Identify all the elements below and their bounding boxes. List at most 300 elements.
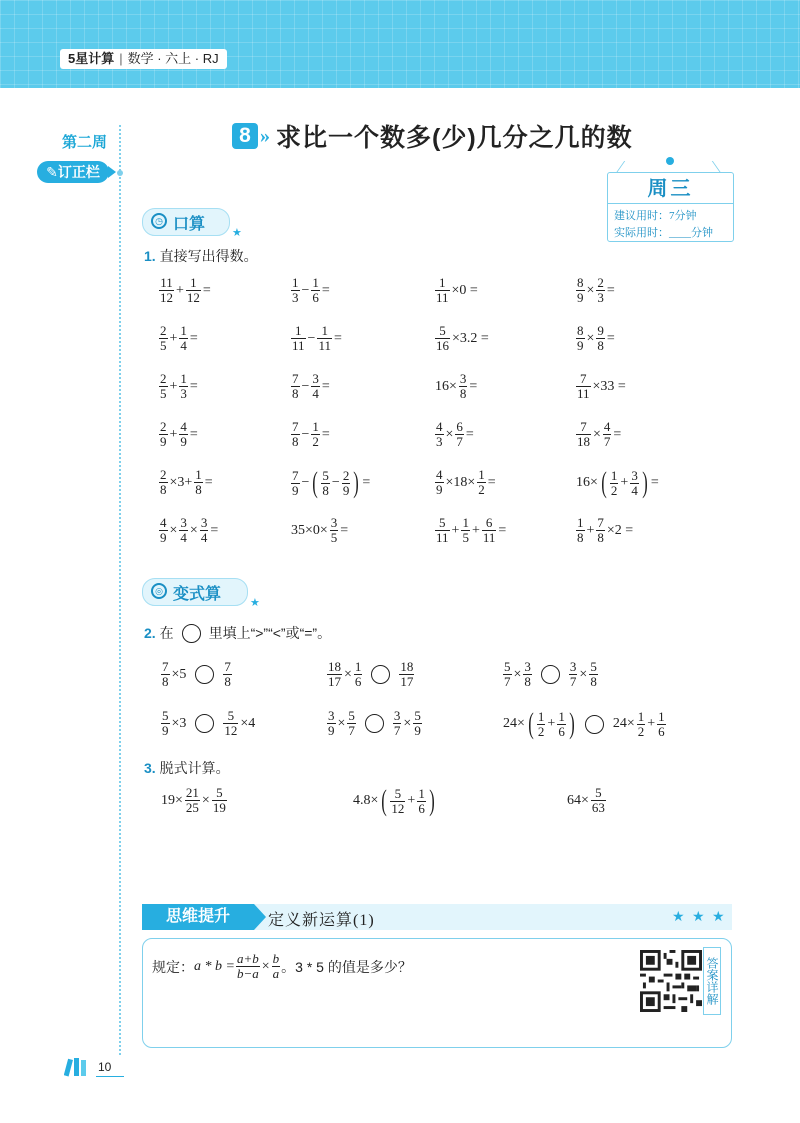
math-item bbox=[434, 516, 507, 545]
numerator: 1 bbox=[321, 323, 328, 338]
denominator: 63 bbox=[591, 800, 605, 815]
denominator: 2 bbox=[637, 723, 645, 739]
operator: ×0 = bbox=[451, 282, 478, 298]
numerator: 5 bbox=[590, 659, 597, 674]
numerator: 5 bbox=[394, 785, 402, 801]
denominator: 9 bbox=[328, 723, 335, 738]
fraction bbox=[393, 709, 402, 738]
stopwatch-icon: ◷ bbox=[151, 213, 167, 229]
math-item bbox=[575, 324, 616, 353]
fraction bbox=[179, 420, 188, 449]
denominator: 7 bbox=[348, 723, 355, 738]
denominator: 4 bbox=[200, 530, 208, 545]
denominator: 2 bbox=[478, 482, 485, 497]
fraction bbox=[435, 324, 450, 353]
operator: × bbox=[189, 522, 198, 538]
denominator: 7 bbox=[393, 723, 401, 738]
numerator: 5 bbox=[504, 659, 511, 674]
actual-time: 实际用时：____分钟 bbox=[614, 227, 713, 239]
operator: ×3+ bbox=[169, 474, 193, 490]
question-number: 3. bbox=[144, 760, 156, 776]
numerator: 5 bbox=[216, 785, 223, 800]
operator: ×3.2 = bbox=[452, 330, 489, 346]
denominator: 17 bbox=[400, 674, 414, 689]
header-band bbox=[0, 0, 800, 88]
question-3-prompt bbox=[144, 758, 230, 778]
numerator: 5 bbox=[414, 708, 421, 723]
fraction bbox=[223, 709, 238, 738]
numerator: 21 bbox=[185, 785, 199, 800]
numerator: 1 bbox=[292, 275, 299, 290]
operator: ( bbox=[312, 466, 319, 499]
numerator: 7 bbox=[292, 371, 299, 386]
operator: − bbox=[301, 475, 310, 490]
fraction bbox=[321, 469, 330, 498]
numerator: b bbox=[272, 951, 280, 966]
operator: × bbox=[261, 958, 270, 974]
fraction bbox=[596, 324, 605, 353]
denominator: 11 bbox=[577, 386, 590, 401]
math-item bbox=[290, 276, 331, 305]
operator: ×2 = bbox=[606, 522, 634, 538]
numerator: 4 bbox=[436, 467, 443, 482]
question-number: 1. bbox=[144, 248, 156, 264]
fraction bbox=[311, 372, 320, 401]
qr-tag: 答案详解 bbox=[703, 947, 721, 1015]
fraction bbox=[523, 660, 532, 689]
numerator: 7 bbox=[292, 467, 299, 483]
lesson-number: 8 bbox=[232, 123, 258, 149]
compare-item bbox=[160, 660, 233, 689]
numerator: 1 bbox=[418, 785, 425, 801]
numerator: 5 bbox=[162, 708, 169, 723]
operator: 16× bbox=[435, 378, 457, 394]
blank-circle[interactable] bbox=[541, 665, 560, 684]
numerator: 18 bbox=[400, 659, 414, 674]
suggested-time: 建议用时：7分钟 bbox=[614, 210, 697, 222]
numerator: 1 bbox=[577, 515, 584, 530]
math-item bbox=[158, 372, 199, 401]
operator: 16× bbox=[576, 475, 598, 490]
section-tab-mental bbox=[142, 208, 230, 236]
math-item bbox=[434, 420, 475, 449]
operator: 19× bbox=[161, 792, 183, 808]
operator: = bbox=[321, 282, 330, 298]
denominator: 8 bbox=[195, 482, 202, 497]
denominator: 4 bbox=[180, 530, 187, 545]
operator: = bbox=[321, 426, 330, 442]
fraction bbox=[179, 372, 188, 401]
numerator: 5 bbox=[439, 323, 446, 338]
math-item bbox=[290, 516, 349, 545]
fraction bbox=[347, 709, 356, 738]
denominator: 12 bbox=[391, 800, 405, 816]
section-tab-variation bbox=[142, 578, 248, 606]
correction-tag bbox=[37, 161, 109, 183]
math-item bbox=[434, 276, 479, 305]
fraction bbox=[455, 420, 464, 449]
denominator: 8 bbox=[292, 434, 299, 449]
math-item bbox=[158, 324, 199, 353]
operator: + bbox=[169, 426, 178, 442]
denominator: 6 bbox=[418, 800, 425, 816]
operator: = bbox=[606, 282, 615, 298]
numerator: 9 bbox=[597, 323, 604, 338]
think-label: 思维提升 bbox=[142, 904, 254, 930]
numerator: 1 bbox=[610, 467, 618, 483]
numerator: 7 bbox=[580, 371, 587, 386]
fraction bbox=[161, 709, 170, 738]
book-label bbox=[60, 49, 227, 69]
operator: + bbox=[176, 282, 184, 298]
operator: = bbox=[340, 522, 349, 538]
numerator: 2 bbox=[160, 371, 167, 386]
fraction bbox=[596, 276, 605, 305]
operator: × bbox=[403, 715, 412, 731]
separator: | bbox=[119, 51, 123, 66]
page-number-underline bbox=[96, 1076, 124, 1077]
operator: 35×0× bbox=[291, 522, 328, 538]
denominator: 12 bbox=[160, 290, 173, 305]
operator: − bbox=[331, 475, 340, 490]
denominator: 11 bbox=[292, 338, 305, 353]
operator: + bbox=[451, 522, 460, 538]
operator: = bbox=[362, 475, 371, 490]
denominator: 12 bbox=[186, 290, 200, 305]
denominator: 7 bbox=[603, 434, 611, 449]
denominator: 7 bbox=[504, 674, 511, 689]
numerator: 3 bbox=[459, 371, 467, 386]
numerator: 3 bbox=[328, 708, 335, 723]
qr-code[interactable] bbox=[640, 950, 702, 1012]
numerator: 4 bbox=[180, 419, 187, 434]
fraction bbox=[482, 516, 497, 545]
denominator: 11 bbox=[318, 338, 331, 353]
denominator: 8 bbox=[577, 530, 584, 545]
fraction bbox=[354, 660, 363, 689]
numerator: 1 bbox=[180, 323, 187, 338]
operator: × bbox=[579, 666, 588, 682]
operator: + bbox=[169, 330, 178, 346]
think-topic: 定义新运算(1) bbox=[268, 912, 375, 929]
fraction bbox=[317, 324, 332, 353]
chevron-right-icon: » bbox=[260, 125, 270, 147]
denominator: 5 bbox=[160, 338, 167, 353]
numerator: 3 bbox=[631, 467, 638, 483]
denominator: 8 bbox=[597, 530, 604, 545]
star-icon: ★ bbox=[712, 910, 725, 925]
math-item bbox=[575, 420, 622, 449]
denominator: 8 bbox=[459, 386, 467, 401]
operator: = bbox=[613, 426, 622, 442]
fraction bbox=[576, 324, 585, 353]
blank-circle[interactable] bbox=[195, 665, 214, 684]
operator: 24× bbox=[503, 716, 525, 731]
operator: + bbox=[547, 716, 556, 731]
numerator: 1 bbox=[537, 708, 545, 724]
operator: + bbox=[647, 716, 656, 731]
denominator: 9 bbox=[160, 434, 167, 449]
operator: − bbox=[301, 378, 310, 394]
operator: − bbox=[307, 330, 316, 346]
operator: = bbox=[650, 475, 659, 490]
fraction bbox=[657, 710, 666, 739]
fraction bbox=[459, 372, 468, 401]
fraction bbox=[576, 372, 591, 401]
operator: = bbox=[204, 474, 213, 490]
numerator: 1 bbox=[295, 323, 302, 338]
question-text: 直接写出得数。 bbox=[159, 248, 258, 264]
fraction bbox=[503, 660, 512, 689]
fraction bbox=[291, 324, 306, 353]
operator: × bbox=[513, 666, 522, 682]
denominator: 8 bbox=[524, 674, 531, 689]
numerator: a+b bbox=[236, 951, 259, 966]
fraction bbox=[311, 276, 320, 305]
fraction bbox=[161, 660, 170, 689]
fraction bbox=[413, 709, 422, 738]
denominator: 4 bbox=[312, 386, 319, 401]
denominator: 5 bbox=[160, 386, 167, 401]
fraction bbox=[311, 420, 320, 449]
denominator: 8 bbox=[160, 482, 167, 497]
operator: × bbox=[201, 792, 210, 808]
math-item bbox=[575, 516, 634, 545]
operator: ×33 = bbox=[592, 378, 626, 394]
pencil-icon: ✎ bbox=[46, 164, 58, 180]
star-icon: ★ bbox=[250, 597, 260, 609]
fraction bbox=[179, 516, 188, 545]
subject-label: 数学 · 六上 · RJ bbox=[127, 51, 219, 66]
operator: ( bbox=[601, 466, 607, 499]
lesson-title: 求比一个数多(少)几分之几的数 bbox=[276, 124, 633, 152]
numerator: 2 bbox=[342, 467, 350, 483]
rule-suffix: 。3 * 5 的值是多少？ bbox=[281, 958, 412, 975]
numerator: 5 bbox=[348, 708, 355, 723]
question-text: 里填上“>”“<”或“=”。 bbox=[208, 625, 332, 641]
fraction bbox=[159, 468, 168, 497]
denominator: 9 bbox=[577, 338, 584, 353]
fraction bbox=[200, 516, 209, 545]
denominator: 25 bbox=[185, 800, 199, 815]
denominator: 8 bbox=[292, 386, 299, 401]
math-item bbox=[434, 324, 490, 353]
numerator: 11 bbox=[160, 275, 173, 290]
page-number: 10 bbox=[98, 1060, 112, 1074]
numerator: 4 bbox=[436, 419, 443, 434]
blank-circle[interactable] bbox=[182, 624, 201, 643]
numerator: 2 bbox=[160, 419, 167, 434]
operator: = bbox=[189, 330, 198, 346]
operator: − bbox=[301, 282, 310, 298]
numerator: 18 bbox=[328, 659, 341, 674]
fraction bbox=[194, 468, 203, 497]
fraction bbox=[557, 710, 566, 739]
operator: = bbox=[189, 426, 198, 442]
numerator: 3 bbox=[393, 708, 401, 723]
numerator: 6 bbox=[456, 419, 463, 434]
denominator: 4 bbox=[180, 338, 187, 353]
fraction bbox=[477, 468, 486, 497]
operator: − bbox=[301, 426, 310, 442]
math-item bbox=[575, 468, 660, 498]
numerator: 8 bbox=[577, 275, 584, 290]
fraction bbox=[637, 710, 646, 739]
compare-item bbox=[326, 660, 415, 689]
fraction bbox=[186, 276, 201, 305]
fraction bbox=[630, 469, 639, 498]
fraction bbox=[576, 276, 585, 305]
fraction bbox=[596, 516, 605, 545]
fraction bbox=[212, 786, 227, 815]
denominator: 8 bbox=[590, 674, 597, 689]
fraction bbox=[159, 420, 168, 449]
operator: × bbox=[586, 282, 595, 298]
denominator: 8 bbox=[224, 674, 231, 689]
calc-item bbox=[566, 786, 607, 815]
question-1-prompt bbox=[144, 246, 258, 266]
math-item bbox=[158, 468, 214, 497]
math-item bbox=[290, 324, 343, 353]
fraction bbox=[327, 709, 336, 738]
operator: = bbox=[210, 522, 219, 538]
denominator: 6 bbox=[354, 674, 362, 689]
denominator: 8 bbox=[597, 338, 604, 353]
denominator: 8 bbox=[162, 674, 169, 689]
denominator: 3 bbox=[292, 290, 299, 305]
fraction bbox=[591, 786, 606, 815]
fraction bbox=[589, 660, 598, 689]
denominator: 3 bbox=[597, 290, 604, 305]
operator: ) bbox=[569, 707, 575, 740]
numerator: 3 bbox=[312, 371, 319, 386]
compare-item bbox=[326, 709, 423, 738]
fraction bbox=[159, 372, 168, 401]
denominator: 19 bbox=[212, 800, 226, 815]
numerator: 3 bbox=[524, 659, 531, 674]
operator: × bbox=[344, 666, 352, 682]
math-item bbox=[434, 468, 497, 497]
denominator: 11 bbox=[436, 530, 449, 545]
operator: ( bbox=[528, 707, 534, 740]
calc-item bbox=[352, 786, 437, 816]
operator: ( bbox=[381, 784, 388, 817]
fraction bbox=[461, 516, 470, 545]
math-item bbox=[290, 372, 331, 401]
denominator: 9 bbox=[436, 482, 443, 497]
blank-circle[interactable] bbox=[365, 714, 384, 733]
numerator: 1 bbox=[180, 371, 187, 386]
numerator: 7 bbox=[162, 659, 169, 674]
fraction bbox=[272, 952, 281, 981]
denominator: 9 bbox=[162, 723, 169, 738]
numerator: 1 bbox=[312, 275, 319, 290]
denominator: 9 bbox=[577, 290, 584, 305]
fraction bbox=[399, 660, 414, 689]
operator: × bbox=[337, 715, 346, 731]
numerator: 1 bbox=[354, 659, 362, 674]
operator: × bbox=[169, 522, 178, 538]
math-item bbox=[575, 372, 627, 401]
question-text: 脱式计算。 bbox=[159, 760, 230, 776]
fraction bbox=[159, 324, 168, 353]
margin-dot bbox=[117, 170, 123, 176]
denominator: b−a bbox=[236, 966, 259, 981]
numerator: 1 bbox=[190, 275, 197, 290]
operator: = bbox=[189, 378, 198, 394]
numerator: 3 bbox=[569, 659, 577, 674]
compare-item bbox=[160, 709, 256, 738]
denominator: 9 bbox=[160, 530, 167, 545]
fraction bbox=[610, 469, 619, 498]
operator: 4.8× bbox=[353, 793, 379, 808]
operator: ×4 bbox=[240, 715, 256, 731]
denominator: 5 bbox=[330, 530, 338, 545]
blank-circle[interactable] bbox=[371, 665, 390, 684]
numerator: 2 bbox=[160, 467, 167, 482]
operator: = bbox=[606, 330, 615, 346]
calc-item bbox=[160, 786, 228, 815]
numerator: 7 bbox=[224, 659, 231, 674]
denominator: 9 bbox=[180, 434, 187, 449]
denominator: 2 bbox=[610, 482, 618, 498]
brand-name: 5星计算 bbox=[68, 51, 115, 66]
fraction bbox=[185, 786, 200, 815]
denominator: 3 bbox=[436, 434, 443, 449]
fraction bbox=[537, 710, 546, 739]
fraction bbox=[435, 420, 444, 449]
math-item bbox=[434, 372, 478, 401]
numerator: 2 bbox=[160, 323, 167, 338]
numerator: 5 bbox=[322, 467, 329, 483]
numerator: 5 bbox=[595, 785, 602, 800]
operator: ×3 bbox=[171, 715, 187, 731]
numerator: 2 bbox=[597, 275, 604, 290]
star-icon: ★ bbox=[692, 910, 705, 925]
math-item bbox=[158, 516, 219, 545]
blank-circle[interactable] bbox=[195, 714, 214, 733]
star-icon: ★ bbox=[232, 227, 242, 239]
operator: × bbox=[593, 426, 601, 442]
operator: = bbox=[487, 474, 496, 490]
blank-circle[interactable] bbox=[585, 715, 604, 734]
operator: = bbox=[202, 282, 211, 298]
section-label: 变式算 bbox=[173, 586, 222, 603]
operator: ×18× bbox=[445, 474, 476, 490]
operator: × bbox=[445, 426, 454, 442]
numerator: 1 bbox=[558, 708, 565, 724]
operator: ×5 bbox=[171, 666, 187, 682]
denominator: 16 bbox=[436, 338, 449, 353]
rule-prefix: 规定： bbox=[152, 958, 194, 975]
numerator: 4 bbox=[160, 515, 167, 530]
fraction bbox=[291, 469, 300, 498]
day-title: 周三 bbox=[608, 175, 733, 204]
operator: + bbox=[407, 793, 416, 808]
denominator: 6 bbox=[312, 290, 319, 305]
rule-expression bbox=[152, 952, 412, 981]
correction-label: 订正栏 bbox=[57, 164, 100, 180]
question-2-prompt bbox=[144, 623, 331, 643]
operator: = bbox=[321, 378, 330, 394]
denominator: 7 bbox=[456, 434, 463, 449]
numerator: 5 bbox=[439, 515, 446, 530]
math-item bbox=[158, 420, 199, 449]
math-item bbox=[290, 468, 371, 498]
day-card bbox=[607, 172, 734, 242]
math-item bbox=[158, 276, 212, 305]
denominator: 9 bbox=[414, 723, 421, 738]
